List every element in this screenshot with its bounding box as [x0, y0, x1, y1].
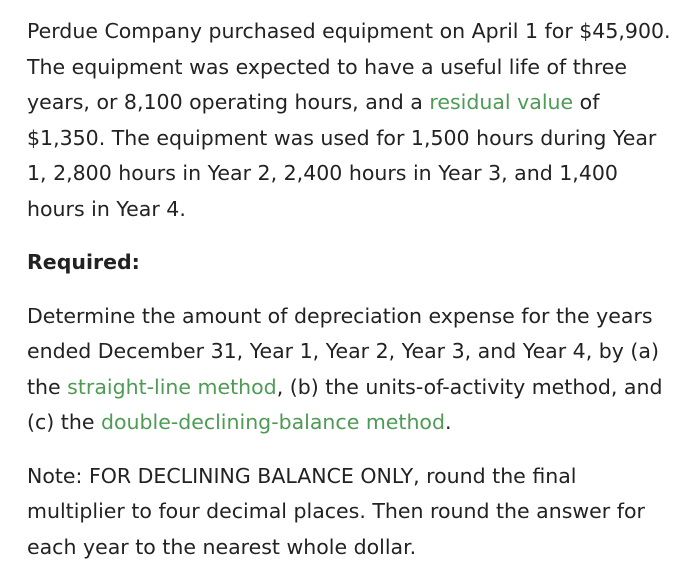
problem-text-part-1: Perdue Company purchased equipment on April 1 for $45,900. The equipment was expected to have a useful life of three years, or 8,100 operating hours, and a — [27, 19, 671, 114]
note-paragraph: Note: FOR DECLINING BALANCE ONLY, round the final multiplier to four decimal places. Then round the answer for each year to the nearest whole dollar. — [27, 463, 645, 559]
required-paragraph — [27, 299, 674, 441]
required-heading: Required: — [27, 250, 140, 274]
required-text-part-2: , (b) the units-of-activity method, and (c) the — [27, 374, 663, 434]
double-declining-balance-link[interactable]: double-declining-balance method — [100, 410, 445, 434]
problem-paragraph — [27, 14, 674, 227]
problem-text-part-2: of $1,350. The equipment was used for 1,500 hours during Year 1, 2,800 hours in Year 2, 2,400 hours in Year 3, and 1,400 hours in Year 4. — [27, 90, 657, 221]
required-text-part-1: Determine the amount of depreciation expense for the years ended December 31, Year 1, Year 2, Year 3, and Year 4, by (a) the — [27, 303, 659, 399]
straight-line-method-link[interactable]: straight-line method — [67, 374, 277, 399]
required-text-part-3: . — [445, 410, 452, 434]
residual-value-link[interactable]: residual value — [429, 90, 574, 114]
